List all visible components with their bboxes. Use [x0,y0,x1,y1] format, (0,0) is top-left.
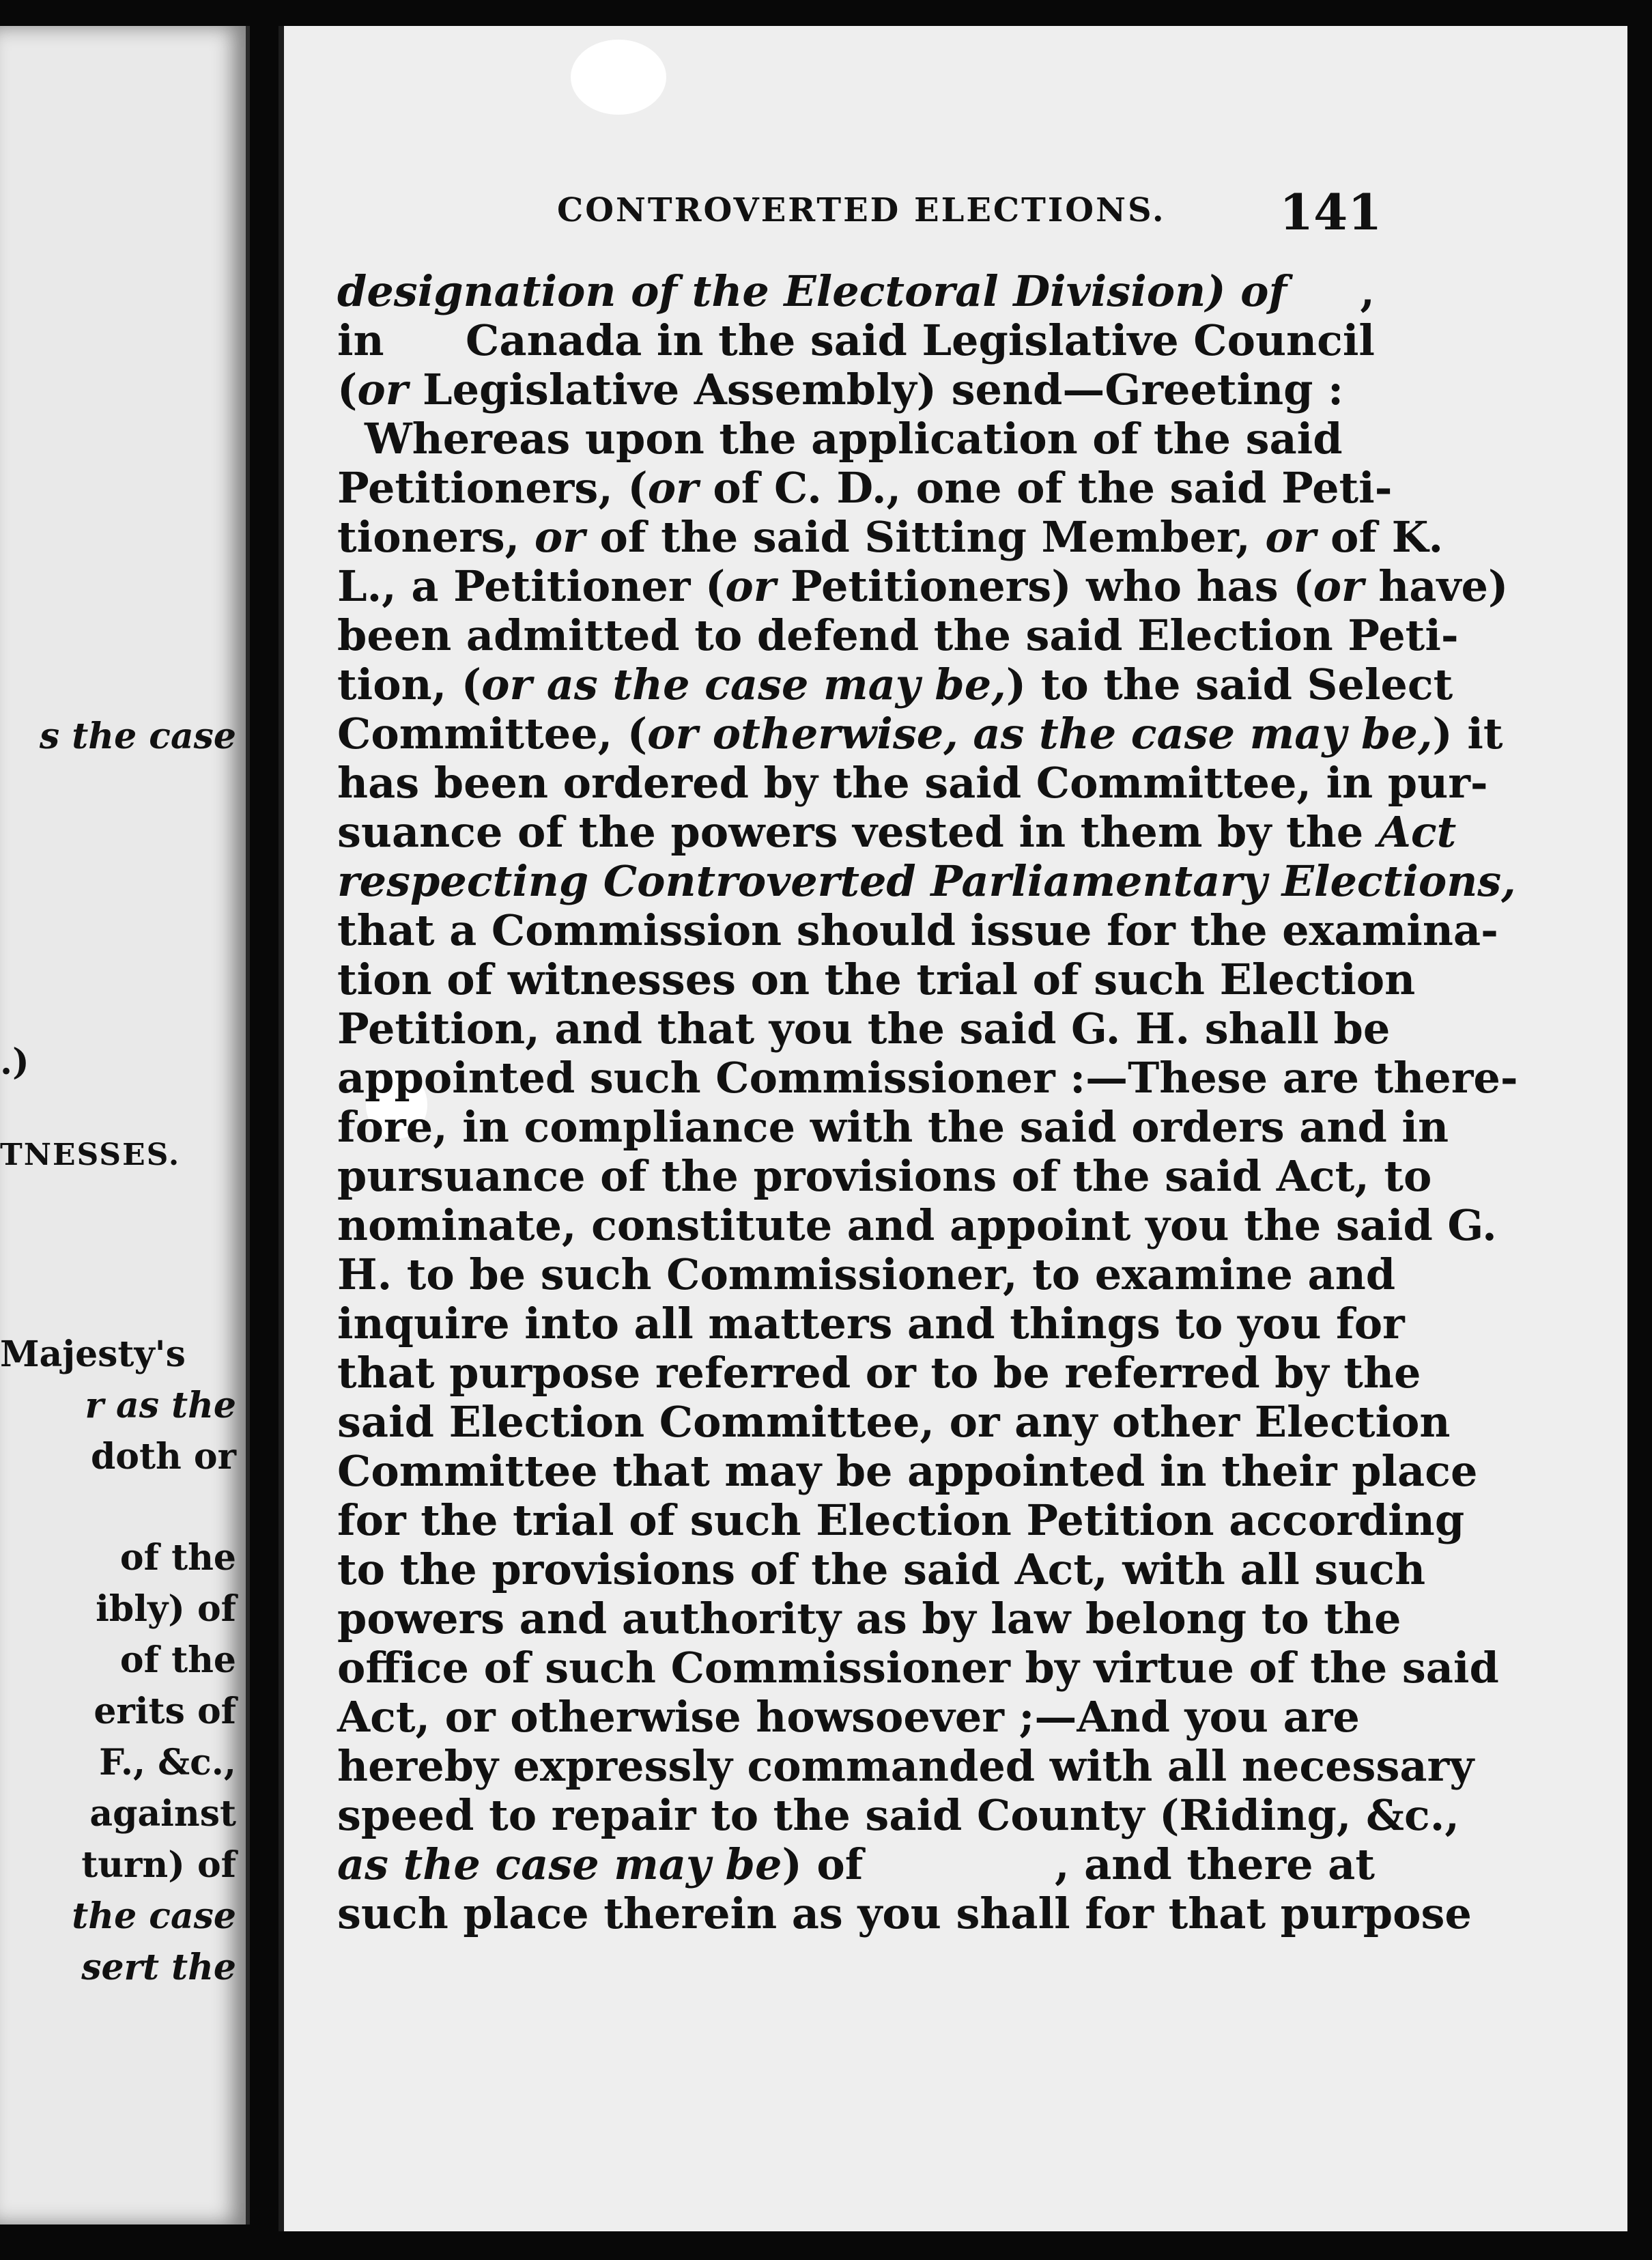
text-line: H. to be such Commissioner, to examine and [337,1249,1396,1299]
text-line: hereby expressly commanded with all necessary [337,1741,1475,1791]
facing-page-fragment: ibly) of [96,1588,236,1630]
text-line: that a Commission should issue for the examina- [337,905,1498,955]
text-line: nominate, constitute and appoint you the said G. [337,1200,1497,1250]
text-line: tion, (or as the case may be,) to the said Select [337,660,1453,709]
facing-page-fragment: doth or [90,1436,236,1478]
text-line: as the case may be) of , and there at [337,1839,1375,1889]
text-line: tioners, or of the said Sitting Member, or of K. [337,512,1444,562]
running-title: CONTROVERTED ELECTIONS. [557,191,1166,229]
text-line: fore, in compliance with the said orders and in [337,1102,1449,1152]
facing-page-fragment: of the [119,1639,236,1681]
text-line: speed to repair to the said County (Riding, &c., [337,1790,1459,1840]
facing-page-fragment: Majesty's [0,1333,186,1375]
page-header [284,171,1627,241]
text-line: Committee, (or otherwise, as the case may be,) it [337,709,1503,759]
text-line: office of such Commissioner by virtue of the said [337,1643,1499,1693]
text-line: for the trial of such Election Petition according [337,1495,1465,1545]
facing-page-fragment: against [89,1793,236,1835]
text-line: designation of the Electoral Division) of , [337,266,1375,316]
text-line: appointed such Commissioner :—These are there- [337,1053,1518,1103]
facing-page-fragment: s the case [39,716,236,757]
text-line: respecting Controverted Parliamentary Elections, [337,856,1516,906]
text-line: Committee that may be appointed in their place [337,1446,1478,1496]
text-line: powers and authority as by law belong to the [337,1594,1401,1643]
text-line: in Canada in the said Legislative Council [337,315,1375,365]
facing-page-fragment: turn) of [81,1844,236,1886]
text-line: such place therein as you shall for that purpose [337,1889,1472,1938]
text-line: inquire into all matters and things to you for [337,1299,1405,1348]
text-line: Petition, and that you the said G. H. shall be [337,1004,1391,1054]
facing-page-fragment: F., &c., [99,1742,236,1783]
facing-page-fragment: sert the [81,1947,236,1988]
facing-page [0,26,250,2224]
facing-page-fragment: r as the [85,1385,236,1426]
text-line: to the provisions of the said Act, with all such [337,1544,1426,1594]
text-line: (or Legislative Assembly) send—Greeting : [337,365,1343,414]
facing-page-fragment: the case [72,1895,236,1937]
text-line: L., a Petitioner (or Petitioners) who has (or have) [337,561,1509,611]
text-line: tion of witnesses on the trial of such Election [337,955,1416,1004]
facing-page-fragment: of the [119,1537,236,1579]
paper-blemish [571,40,666,115]
facing-page-fragment: .) [0,1041,29,1083]
text-line: Petitioners, (or of C. D., one of the said Peti- [337,463,1393,513]
page-number: 141 [1279,183,1382,241]
text-line: been admitted to defend the said Election Peti- [337,610,1459,660]
text-line: said Election Committee, or any other Election [337,1397,1451,1447]
book-page [279,26,1627,2231]
text-line: that purpose referred or to be referred by the [337,1348,1421,1398]
text-line: suance of the powers vested in them by the Act [337,807,1457,857]
text-line: pursuance of the provisions of the said Act, to [337,1151,1432,1201]
text-line: has been ordered by the said Committee, in pur- [337,758,1488,808]
text-line: Whereas upon the application of the said [365,414,1343,464]
facing-page-fragment: erits of [94,1691,236,1732]
text-line: Act, or otherwise howsoever ;—And you are [337,1692,1360,1742]
facing-page-fragment: TNESSES. [0,1138,181,1172]
